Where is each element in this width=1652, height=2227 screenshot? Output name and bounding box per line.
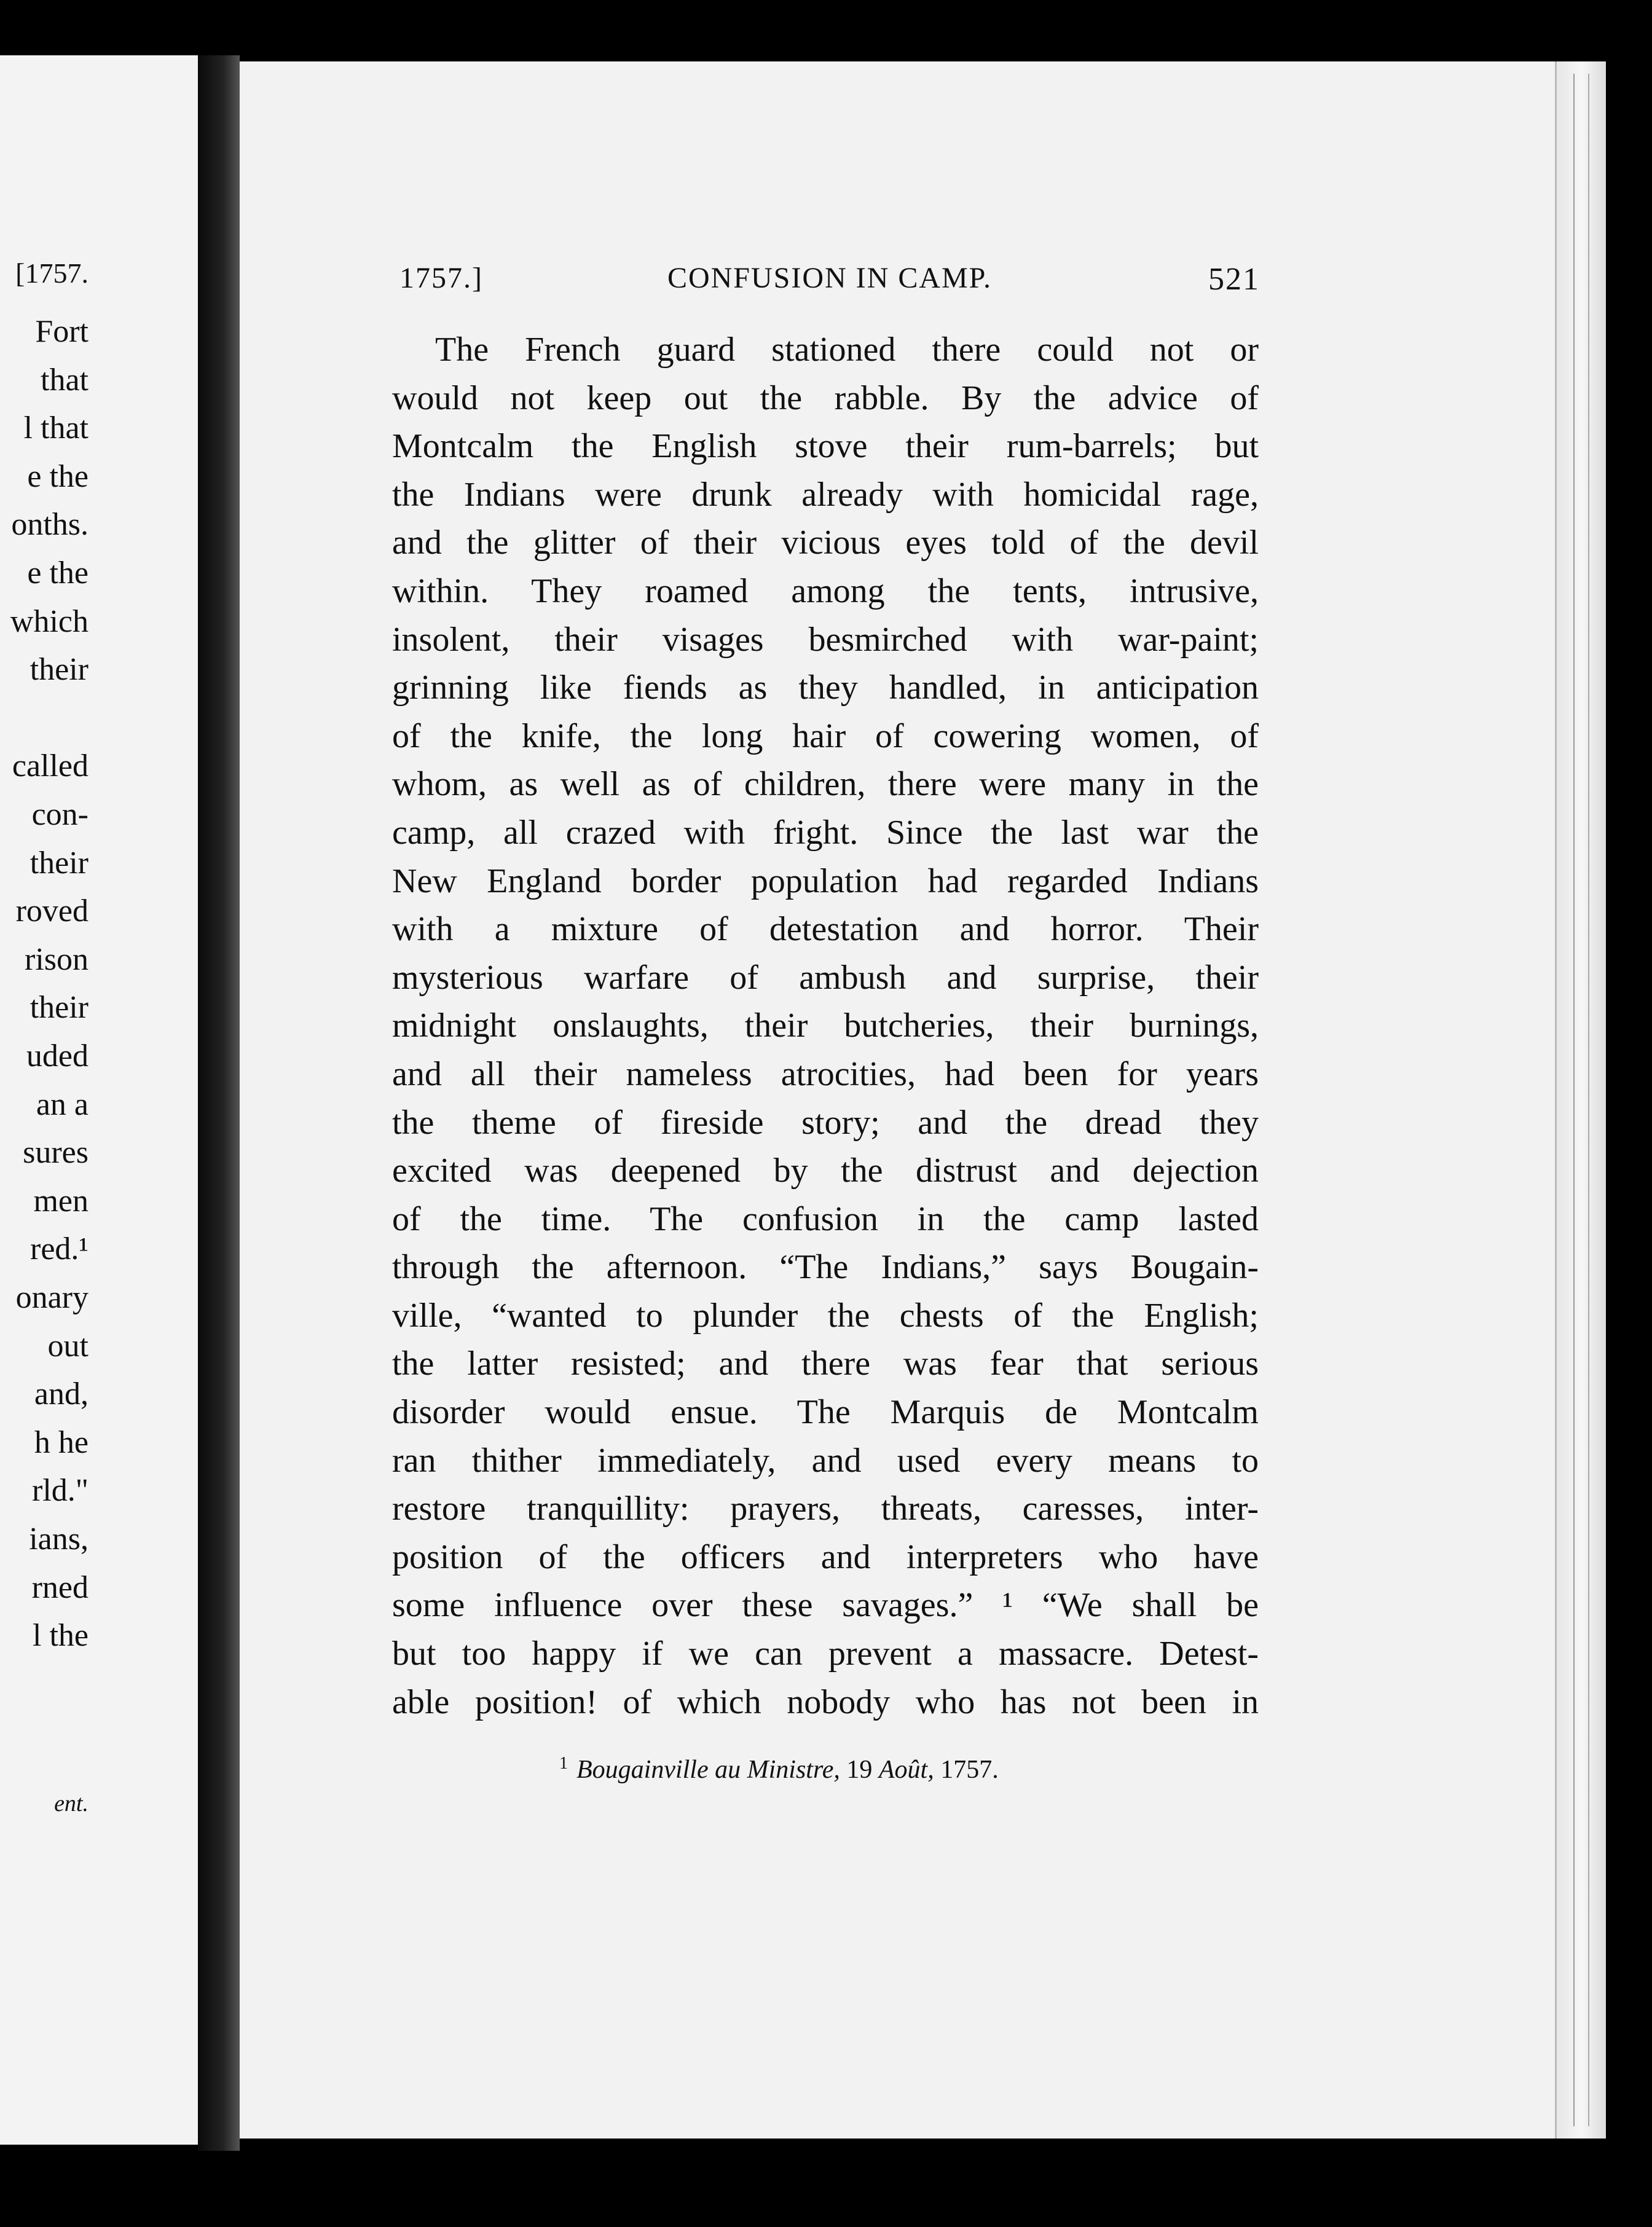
body-line: The French guard stationed there could not or — [435, 331, 1259, 369]
running-header — [399, 261, 1260, 304]
left-line-fragment: rned — [31, 1569, 88, 1605]
left-line-fragment: onary — [15, 1280, 88, 1315]
left-line-fragment: and, — [34, 1377, 88, 1412]
body-line: and the glitter of their vicious eyes told of the devil — [392, 524, 1259, 562]
body-line: through the afternoon. “The Indians,” says Bougain- — [392, 1248, 1259, 1287]
body-line: of the time. The confusion in the camp lasted — [392, 1200, 1259, 1238]
body-line: able position! of which nobody who has not been in — [392, 1683, 1259, 1721]
body-line: Montcalm the English stove their rum-barrels; but — [392, 427, 1259, 466]
body-line: ran thither immediately, and used every means to — [392, 1441, 1259, 1480]
body-line: the Indians were drunk already with homicidal rage, — [392, 475, 1259, 514]
left-line-fragment: l that — [23, 410, 88, 446]
left-facing-page — [0, 55, 198, 2145]
body-line: disorder would ensue. The Marquis de Montcalm — [392, 1393, 1259, 1432]
header-year: 1757.] — [399, 262, 483, 294]
left-line-fragment: their — [30, 990, 88, 1026]
body-text — [392, 326, 1259, 1726]
left-line-fragment: rld." — [32, 1473, 88, 1509]
left-line-fragment: con- — [31, 797, 88, 832]
left-line-fragment: uded — [26, 1039, 88, 1074]
body-line: position of the officers and interpreters who have — [392, 1538, 1259, 1576]
body-line: some influence over these savages.” ¹ “We shall be — [392, 1586, 1259, 1625]
left-line-fragment: e the — [27, 458, 88, 494]
left-line-fragment: rison — [25, 941, 88, 977]
left-line-fragment: ians, — [29, 1522, 88, 1557]
left-line-fragment: red.¹ — [30, 1231, 88, 1267]
footnote-mark: 1 — [559, 1754, 568, 1773]
left-line-fragment: Fort — [35, 314, 88, 349]
header-title: CONFUSION IN CAMP. — [667, 262, 993, 294]
left-line-fragment: an a — [36, 1086, 88, 1122]
body-line: mysterious warfare of ambush and surprise, their — [392, 958, 1259, 997]
footnote-day: 19 — [840, 1756, 879, 1784]
footnote-year: 1757. — [934, 1756, 999, 1784]
page-number: 521 — [1208, 262, 1260, 297]
body-line: and all their nameless atrocities, had been for years — [392, 1055, 1259, 1093]
left-line-fragment: roved — [15, 894, 88, 929]
body-line: with a mixture of detestation and horror. Their — [392, 910, 1259, 949]
body-line: within. They roamed among the tents, intrusive, — [392, 571, 1259, 610]
left-line-fragment: onths. — [11, 507, 88, 543]
body-line: would not keep out the rabble. By the advice of — [392, 379, 1259, 417]
footnote-source: Bougainville au Ministre, — [576, 1756, 840, 1784]
body-line: New England border population had regarded Indians — [392, 862, 1259, 900]
body-line: grinning like fiends as they handled, in anticipation — [392, 669, 1259, 707]
body-line: camp, all crazed with fright. Since the last war the — [392, 813, 1259, 852]
body-line: of the knife, the long hair of cowering women, of — [392, 717, 1259, 755]
body-line: excited was deepened by the distrust and dejection — [392, 1152, 1259, 1190]
left-line-fragment: out — [47, 1328, 88, 1364]
left-line-fragment: l the — [33, 1618, 88, 1654]
body-line: insolent, their visages besmirched with war-paint; — [392, 620, 1259, 659]
left-line-fragment: called — [12, 748, 88, 784]
footnote — [559, 1745, 1235, 1788]
body-line: restore tranquillity: prayers, threats, caresses, inter- — [392, 1490, 1259, 1528]
left-line-fragment: that — [41, 362, 88, 398]
book-gutter — [198, 55, 240, 2151]
body-line: but too happy if we can prevent a massacre. Detest- — [392, 1635, 1259, 1673]
left-line-fragment: which — [10, 603, 88, 639]
body-line: the latter resisted; and there was fear that serious — [392, 1345, 1259, 1383]
left-line-fragment: e the — [27, 556, 88, 591]
left-running-head: [1757. — [15, 257, 88, 289]
left-line-fragment: h he — [34, 1424, 88, 1460]
page-edge-lines — [1573, 74, 1589, 2126]
left-footnote-fragment: ent. — [54, 1791, 88, 1817]
left-line-fragment: their — [30, 652, 88, 688]
body-line: ville, “wanted to plunder the chests of the English; — [392, 1296, 1259, 1335]
body-line: the theme of fireside story; and the dread they — [392, 1103, 1259, 1142]
body-line: midnight onslaughts, their butcheries, their burnings, — [392, 1007, 1259, 1045]
left-line-fragment: sures — [23, 1135, 88, 1171]
left-line-fragment: their — [30, 845, 88, 881]
left-line-fragment: men — [33, 1183, 88, 1219]
footnote-month: Août, — [878, 1756, 934, 1784]
body-line: whom, as well as of children, there were many in the — [392, 765, 1259, 804]
